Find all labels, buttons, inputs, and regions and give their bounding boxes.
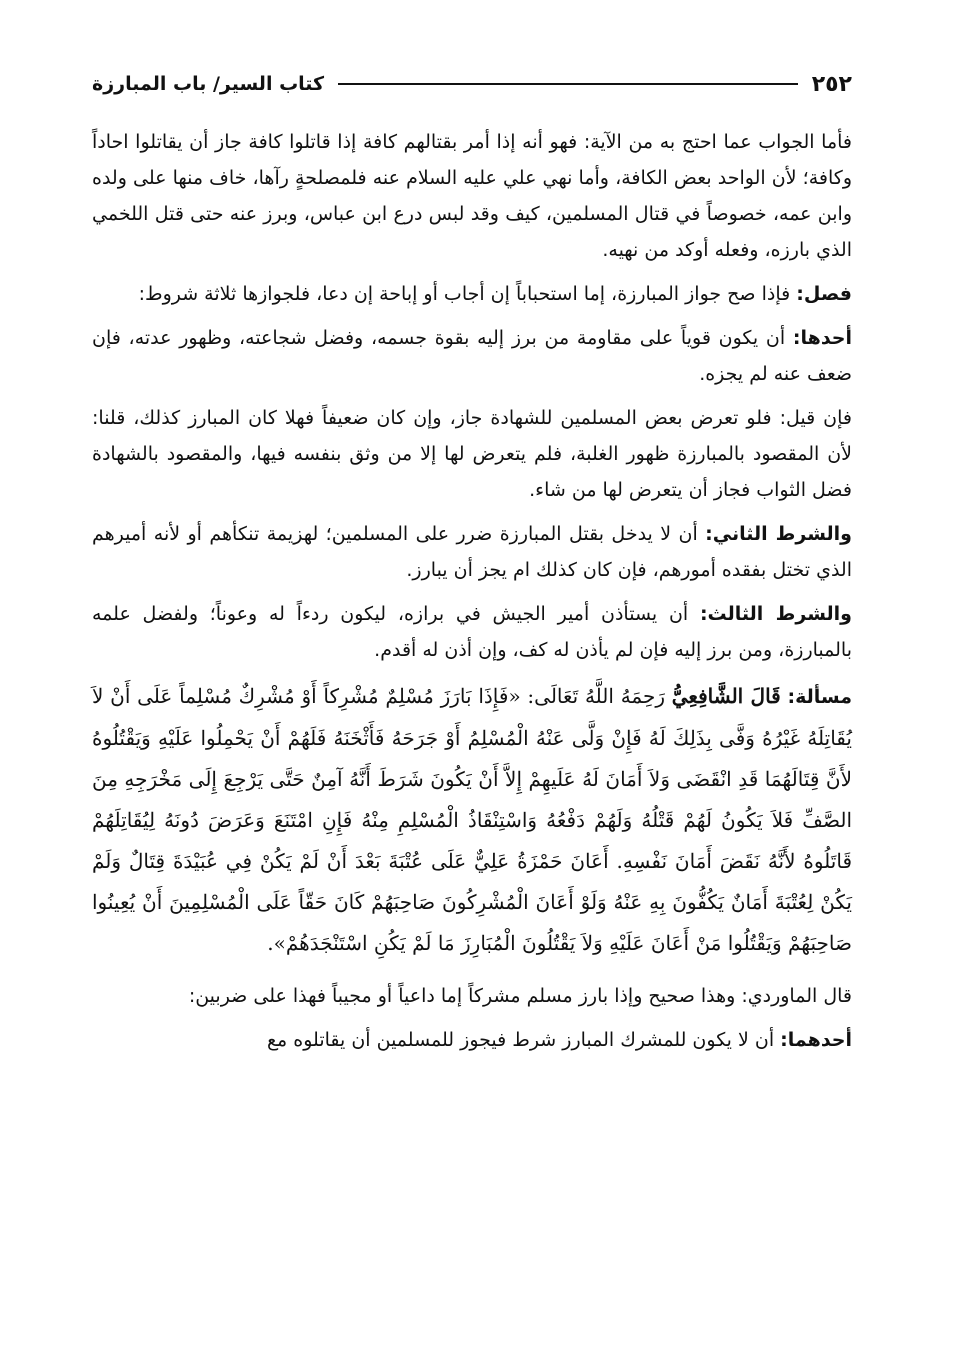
page-header [92, 66, 852, 102]
masala-lead: مسألة: [787, 686, 852, 708]
paragraph-answer [92, 124, 852, 268]
paragraph-first-type [92, 1022, 852, 1058]
paragraph-text: فإذا صح جواز المبارزة، إما استحباباً إن أجاب أو إباحة إن دعا، فلجوازها ثلاثة شروط: [138, 283, 797, 305]
page-number: ٢٥٢ [811, 71, 852, 97]
paragraph-condition-one [92, 320, 852, 392]
paragraph-text: أن يكون قوياً على مقاومة من برز إليه بقوة جسمه، وفضل شجاعته، وظهور عدته، فإن ضعف عنه لم يجزه. [92, 327, 852, 385]
paragraph-text: قال الماوردي: وهذا صحيح وإذا بارز مسلم مشركاً إما داعياً أو مجيباً فهذا على ضربين: [188, 985, 852, 1007]
masala-attribution: قَالَ الشَّافِعِيُّ [671, 684, 781, 708]
header-rule [338, 83, 798, 85]
masala-text: رَحِمَهُ اللَّهُ تَعَالَى: «فَإِذَا بَارَزَ مُسْلِمٌ مُشْرِكاً أَوْ مُشْرِكٌ مُسْلِماً عَلَى أَنْ لاَ يُقَاتِلَهُ غَيْرُهُ وَفَّى بِذَلِكَ لَهُ فَإِنْ وَلَّى عَنْهُ الْمُسْلِمُ أَوْ جَرَحَهُ فَأَثْخَنَهُ فَلَهُمْ أَنْ يَحْمِلُوا عَلَيْهِ وَيَقْتُلُوهُ لأَنَّ قِتَالَهُمَا قَدِ انْقَضَى وَلاَ أَمَانَ لَهُ عَلَيهِمْ إِلاَّ أَنْ يَكُونَ شَرَطَ أَنَّهُ آمِنٌ حَتَّى يَرْجِعَ إِلَى مَخْرَجِهِ مِنَ الصَّفِّ فَلاَ يَكُونُ لَهُمْ قَتْلُهُ وَلَهُمْ دَفْعُهُ وَاسْتِنْقَاذُ الْمُسْلِمِ مِنْهُ فَإِنِ امْتَنَعَ وَعَرَضَ دُونَهُ لِيُقَاتِلَهُمْ قَاتَلُوهُ لأَنَّهُ نَقَضَ أَمَانَ نَفْسِهِ. أَعَانَ حَمْزَةُ عَلِيٌّ عَلَى عُتْبَةَ بَعْدَ أَنْ لَمْ يَكُنْ فِي عُبَيْدَةَ قِتَالٌ وَلَمْ يَكُنْ لِعُتْبَةَ أَمَانٌ يَكُفُّونَ بِهِ عَنْهُ وَلَوْ أَعَانَ الْمُشْرِكُونَ صَاحِبَهُمْ كَانَ حَقّاً عَلَى الْمُسْلِمِينَ أَنْ يُعِينُوا صَاحِبَهُمْ وَيَقْتُلُوا مَنْ أَعَانَ عَلَيْهِ وَلاَ يَقْتُلُونَ الْمُبَارِزَ مَا لَمْ يَكُنِ اسْتَنْجَدَهُمْ». [92, 684, 852, 955]
paragraph-text: أن يستأذن أمير الجيش في برازه، ليكون ردءاً له وعوناً؛ ولفضل علمه بالمبارزة، ومن برز إليه فإن لم يأذن له كف، وإن أذن له أقدم. [92, 603, 852, 661]
paragraph-text: أن لا يكون للمشرك المبارز شرط فيجوز للمسلمين أن يقاتلوه مع [266, 1029, 781, 1051]
main-text [92, 124, 852, 1066]
masala-quote [92, 676, 852, 964]
paragraph-text: فإن قيل: فلو تعرض بعض المسلمين للشهادة جاز، وإن كان ضعيفاً فهلا كان المبارز كذلك، قلنا: لأن المقصود بالمبارزة ظهور الغلبة، فلم يتعرض لها إلا من وثق بنفسه فيها، والمقصود بالشهادة فضل الثواب فجاز أن يتعرض لها من شاء. [92, 407, 852, 501]
paragraph-text: أن لا يدخل بقتل المبارزة ضرر على المسلمين؛ لهزيمة تنكأهم أو لأنه أميرهم الذي تختل بفقده أمورهم، فإن كان كذلك ام يجز أن يبارز. [92, 523, 852, 581]
paragraph-text: فأما الجواب عما احتج به من الآية: فهو أنه إذا أمر بقتالهم كافة إذا قاتلوا كافة جاز أن يقاتلوا احاداً وكافة؛ لأن الواحد بعض الكافة، وأما نهي علي عليه السلام عنه فلمصلحةٍ رآها، خاف منها على ولده وابن عمه، خصوصاً في قتال المسلمين، كيف وقد لبس درع ابن عباس، وبرز عنه حتى قتل اللخمي الذي بارزه، وفعله أوكد من نهيه. [92, 131, 852, 261]
paragraph-objection [92, 400, 852, 508]
running-title: كتاب السير/ باب المبارزة [92, 73, 325, 95]
paragraph-lead: فصل: [796, 283, 852, 305]
paragraph-lead: والشرط الثاني: [705, 523, 852, 545]
paragraph-condition-two [92, 516, 852, 588]
paragraph-lead: أحدها: [792, 327, 852, 349]
paragraph-fasl [92, 276, 852, 312]
paragraph-lead: أحدهما: [780, 1029, 852, 1051]
paragraph-lead: والشرط الثالث: [699, 603, 852, 625]
paragraph-condition-three [92, 596, 852, 668]
paragraph-mawardi [92, 978, 852, 1014]
